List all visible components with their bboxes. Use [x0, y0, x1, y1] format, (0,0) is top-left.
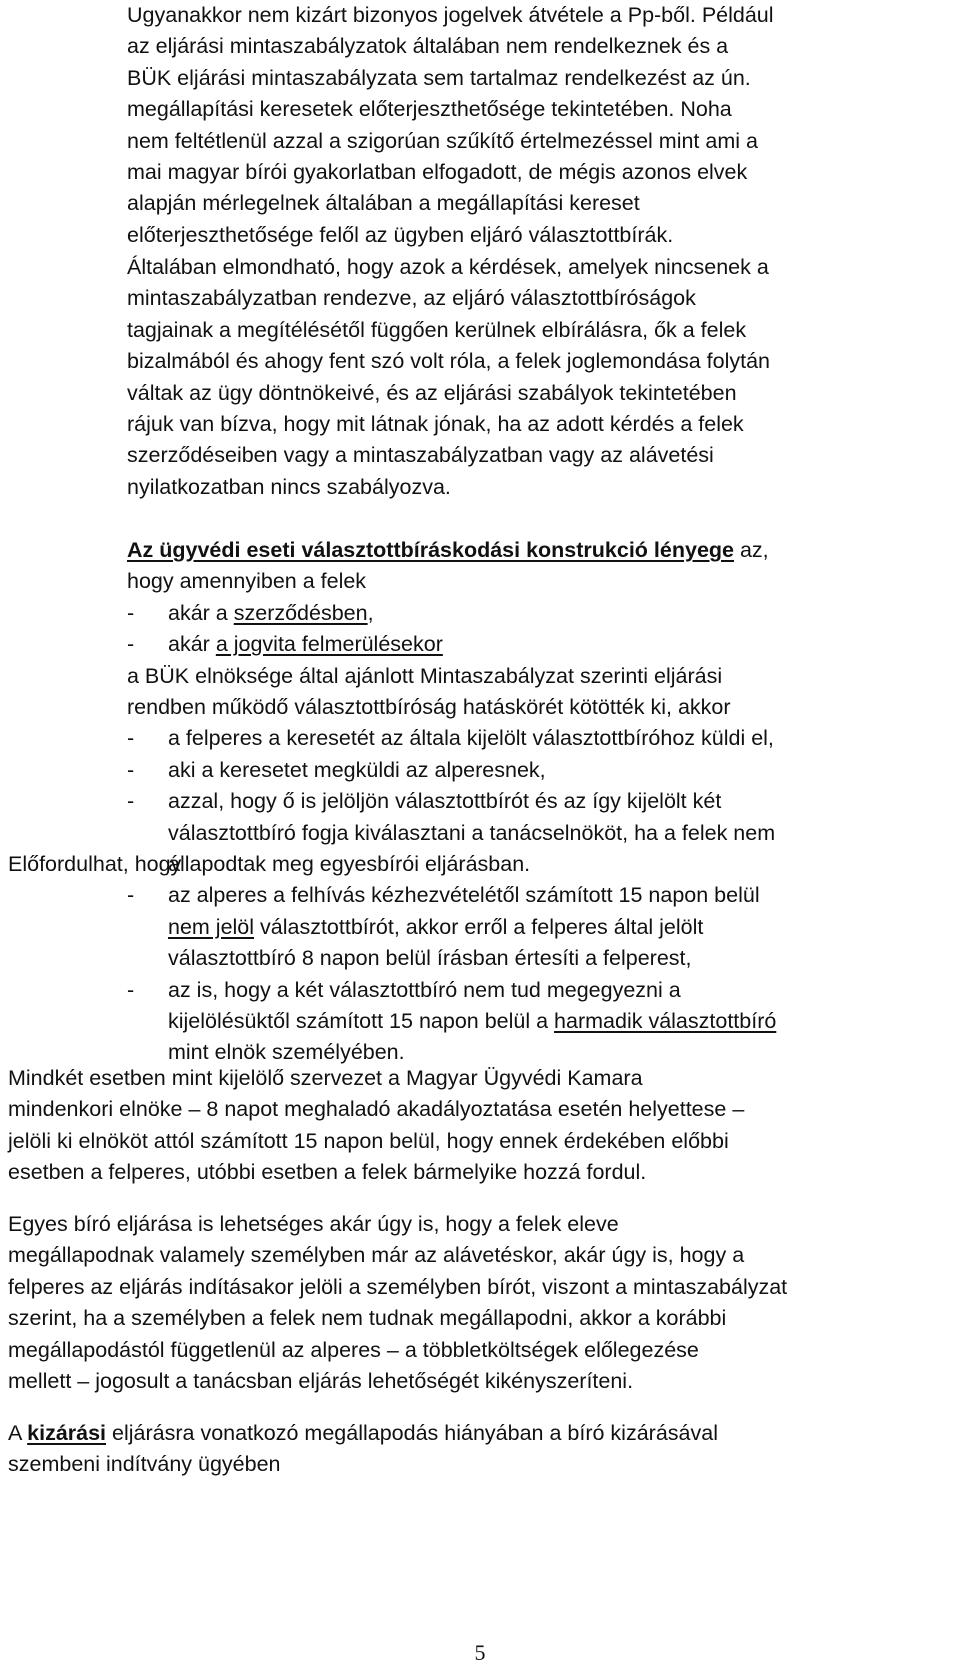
text-line: nyilatkozatban nincs szabályozva.	[127, 474, 451, 499]
text-fragment: az,	[734, 538, 769, 562]
text-line: megállapodástól függetlenül az alperes – a többletköltségek előlegezése	[8, 1337, 699, 1362]
text-line: választottbíró fogja kiválasztani a tanácselnököt, ha a felek nem	[168, 820, 776, 845]
text-line: váltak az ügy döntnökeivé, és az eljárási szabályok tekintetében	[127, 380, 737, 405]
heading-line	[127, 535, 927, 566]
text-line: választottbíró 8 napon belül írásban értesíti a felperest,	[168, 946, 692, 971]
dash-bullet: -	[127, 789, 135, 814]
text-line: mintaszabályzatban rendezve, az eljáró választottbíróságok	[127, 286, 696, 311]
text-fragment: ,	[367, 600, 374, 625]
paragraph-possible-cases	[8, 849, 927, 1069]
text-line: Általában elmondható, hogy azok a kérdések, amelyek nincsenek a	[127, 255, 769, 279]
paragraph-text	[8, 1209, 927, 1397]
dash-bullet: -	[127, 757, 135, 782]
text-line: állapodtak meg egyesbírói eljárásban.	[168, 852, 531, 877]
text-line: a BÜK elnöksége által ajánlott Mintaszabályzat szerinti eljárási	[127, 663, 723, 688]
text-line: szembeni indítvány ügyében	[8, 1452, 281, 1477]
dash-bullet: -	[127, 883, 135, 908]
paragraph-sole-arbitrator	[8, 1209, 927, 1397]
text-line: mellett – jogosult a tanácsban eljárás lehetőségét kikényszeríteni.	[8, 1369, 634, 1394]
text-line: BÜK eljárási mintaszabályzata sem tartalmaz rendelkezést az ún.	[127, 65, 751, 90]
text-line: szerződéseiben vagy a mintaszabályzatban vagy az alávetési	[127, 443, 714, 468]
text-line: Ugyanakkor nem kizárt bizonyos jogelvek átvétele a Pp-ből. Például	[127, 3, 774, 27]
list-item	[127, 975, 927, 1069]
list-item-text: a felperes a keresetét az általa kijelölt választottbíróhoz küldi el,	[168, 726, 774, 751]
text-line: Egyes bíró eljárása is lehetséges akár úgy is, hogy a felek eleve	[8, 1212, 619, 1236]
underlined-term: kizárási	[27, 1421, 107, 1445]
page-number: 5	[474, 1640, 486, 1665]
dash-bullet: -	[127, 632, 135, 657]
underlined-term: nem jelöl	[168, 914, 255, 939]
text-line: bizalmából és ahogy fent szó volt róla, a felek joglemondása folytán	[127, 349, 770, 374]
list-item	[127, 723, 927, 754]
list-item	[127, 880, 927, 974]
text-line: esetben a felperes, utóbbi esetben a felek bármelyike hozzá fordul.	[8, 1160, 647, 1185]
text-line: szerint, ha a személyben a felek nem tudnak megállapodni, akkor a korábbi	[8, 1306, 727, 1331]
text-line: mai magyar bírói gyakorlatban elfogadott, de mégis azonos elvek	[127, 160, 748, 185]
text-line: az eljárási mintaszabályzatok általában nem rendelkeznek és a	[127, 34, 729, 59]
text-line: Mindkét esetben mint kijelölő szervezet a Magyar Ügyvédi Kamara	[8, 1066, 643, 1090]
text-line: jelöli ki elnököt attól számított 15 napon belül, hogy ennek érdekében előbbi	[8, 1128, 729, 1153]
text-fragment: A	[8, 1421, 28, 1445]
paragraph-text	[8, 1063, 927, 1189]
section-heading: Az ügyvédi eseti választottbíráskodási konstrukció lényege	[127, 538, 734, 562]
underlined-term: szerződésben	[233, 600, 368, 625]
paragraph-text	[127, 661, 927, 724]
text-line: mindenkori elnöke – 8 napot meghaladó akadályoztatása esetén helyettese –	[8, 1097, 745, 1122]
text-line: nem feltétlenül azzal a szigorúan szűkítő értelmezéssel mint ami a	[127, 128, 758, 153]
text-line: rendben működő választottbíróság hatáskörét kötötték ki, akkor	[127, 695, 731, 720]
paragraph-appointing-body	[8, 1063, 927, 1189]
list-item-text: aki a keresetet megküldi az alperesnek,	[168, 757, 546, 782]
text-line: megállapodnak valamely személyben már az alávetéskor, akár úgy is, hogy a	[8, 1243, 745, 1268]
text-fragment: eljárásra vonatkozó megállapodás hiányában a bíró kizárásával	[106, 1421, 718, 1445]
text-line: tagjainak a megítélésétől függően kerülnek elbírálásra, ők a felek	[127, 317, 747, 342]
text-line: felperes az eljárás indításakor jelöli a személyben bírót, viszont a mintaszabályzat	[8, 1274, 788, 1299]
text-line: hogy amennyiben a felek	[127, 569, 367, 594]
text-line: mint elnök személyében.	[168, 1040, 405, 1065]
text-fragment: akár a	[168, 600, 234, 625]
paragraph-exclusion	[8, 1418, 927, 1481]
paragraph-construction-essence	[127, 535, 927, 880]
text-line: azzal, hogy ő is jelöljön választottbírót és az így kijelölt két	[168, 789, 722, 814]
paragraph-text	[127, 252, 927, 503]
text-fragment: választottbírót, akkor erről a felperes által jelölt	[254, 914, 704, 939]
underlined-term: a jogvita felmerülésekor	[215, 632, 443, 657]
text-line: az is, hogy a két választottbíró nem tud megegyezni a	[168, 977, 681, 1002]
dash-bullet: -	[127, 600, 135, 625]
text-line: rájuk van bízva, hogy mit látnak jónak, ha az adott kérdés a felek	[127, 412, 744, 437]
paragraph-unregulated-questions	[127, 252, 927, 503]
underlined-term: harmadik választottbíró	[554, 1009, 777, 1034]
paragraph-text	[8, 1418, 927, 1481]
paragraph-text	[127, 0, 927, 251]
list-item	[127, 598, 927, 629]
text-line: megállapítási keresetek előterjeszthetősége tekintetében. Noha	[127, 97, 732, 122]
list-item	[127, 629, 927, 660]
text-fragment: kijelölésüktől számított 15 napon belül a	[168, 1009, 555, 1034]
text-line: az alperes a felhívás kézhezvételétől számított 15 napon belül	[168, 883, 760, 908]
dash-bullet: -	[127, 726, 135, 751]
dash-bullet: -	[127, 977, 135, 1002]
text-fragment: akár	[168, 632, 216, 657]
paragraph-pp-principles	[127, 0, 927, 251]
text-line: alapján mérlegelnek általában a megállapítási kereset	[127, 191, 640, 216]
text-line: előterjeszthetősége felől az ügyben eljáró választottbírák.	[127, 222, 674, 247]
text-line: Előfordulhat, hogy	[8, 852, 182, 876]
list-item	[127, 755, 927, 786]
